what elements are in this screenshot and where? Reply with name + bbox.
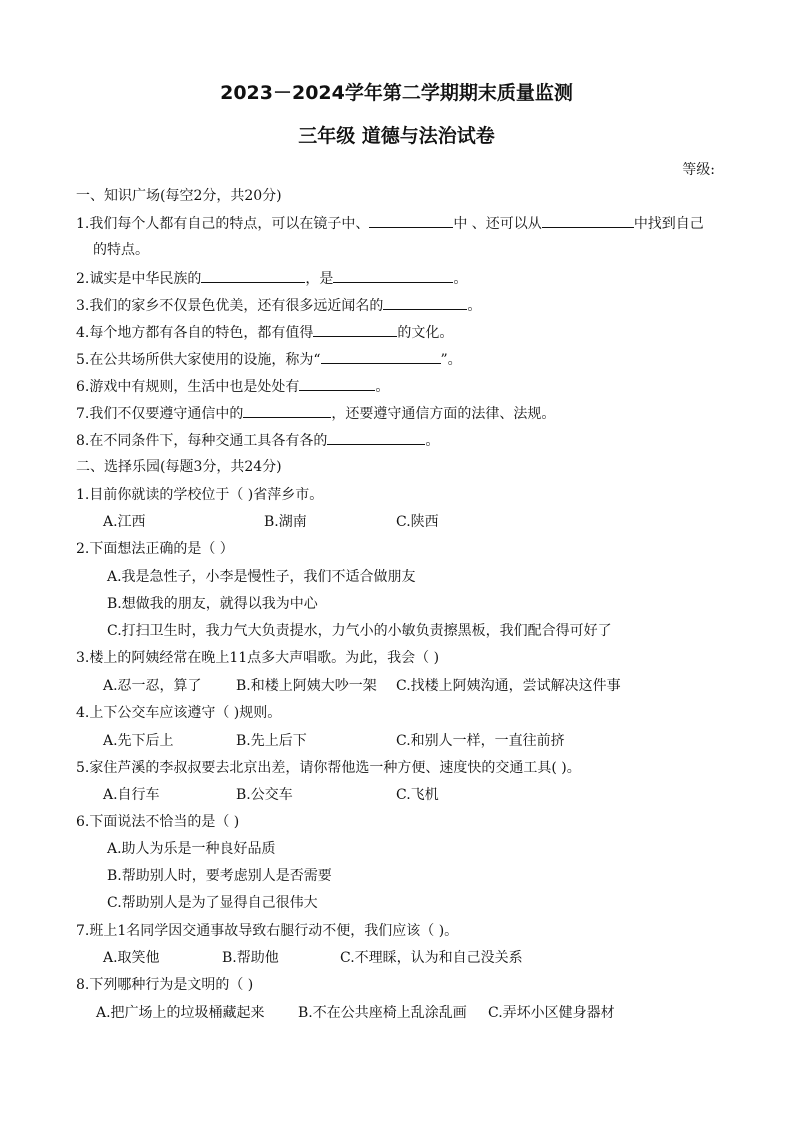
choice-question-7-option-b: B.帮助他 (222, 950, 279, 966)
choice-question-5-option-a: A.自行车 (103, 787, 160, 803)
choice-question-7-option-c: C.不理睬，认为和自己没关系 (340, 950, 523, 966)
choice-question-4-option-c: C.和别人一样，一直往前挤 (396, 733, 565, 749)
fill-question-2: 2.诚实是中华民族的 ，是 。 (76, 268, 467, 289)
choice-question-6-option-a: A.助人为乐是一种良好品质 (107, 841, 276, 857)
fill-question-1-cont: 的特点。 (93, 242, 149, 258)
fill-question-7: 7.我们不仅要遵守通信中的 ，还要遵守通信方面的法律、法规。 (76, 403, 555, 424)
section2-heading: 二、选择乐园(每题3分，共24分) (76, 459, 282, 475)
fill-question-5: 5.在公共场所供大家使用的设施，称为“ ”。 (76, 349, 462, 370)
choice-question-4-option-a: A.先下后上 (103, 733, 174, 749)
choice-question-4-stem: 4.上下公交车应该遵守（ )规则。 (76, 705, 282, 721)
choice-question-7-option-a: A.取笑他 (103, 950, 160, 966)
section1-heading: 一、知识广场(每空2分，共20分) (76, 188, 282, 204)
choice-question-1-option-c: C.陕西 (396, 514, 439, 530)
choice-question-3-stem: 3.楼上的阿姨经常在晚上11点多大声唱歌。为此，我会（ ) (76, 650, 440, 666)
choice-question-8-option-a: A.把广场上的垃圾桶藏起来 (96, 1005, 265, 1021)
exam-subtitle: 三年级 道德与法治试卷 (298, 125, 495, 147)
choice-question-2-option-b: B.想做我的朋友，就得以我为中心 (107, 596, 318, 612)
choice-question-7-stem: 7.班上1名同学因交通事故导致右腿行动不便，我们应该（ )。 (76, 923, 459, 939)
choice-question-6-option-b: B.帮助别人时，要考虑别人是否需要 (107, 868, 332, 884)
exam-title: 2023－2024学年第二学期期末质量监测 (220, 82, 573, 104)
choice-question-2-option-c: C.打扫卫生时，我力气大负责提水，力气小的小敏负责擦黑板，我们配合得可好了 (107, 623, 612, 639)
fill-question-6: 6.游戏中有规则，生活中也是处处有 。 (76, 376, 389, 397)
choice-question-4-option-b: B.先上后下 (236, 733, 307, 749)
choice-question-6-option-c: C.帮助别人是为了显得自己很伟大 (107, 895, 318, 911)
fill-question-1: 1.我们每个人都有自己的特点，可以在镜子中、 中 、还可以从 中找到自己 (76, 213, 704, 234)
choice-question-2-stem: 2.下面想法正确的是（ ） (76, 541, 234, 557)
choice-question-3-option-a: A.忍一忍，算了 (103, 678, 202, 694)
choice-question-6-stem: 6.下面说法不恰当的是（ ) (76, 814, 240, 830)
fill-question-4: 4.每个地方都有各自的特色，都有值得 的文化。 (76, 322, 453, 343)
choice-question-1-stem: 1.目前你就读的学校位于（ )省萍乡市。 (76, 487, 324, 503)
choice-question-1-option-b: B.湖南 (264, 514, 307, 530)
choice-question-2-option-a: A.我是急性子，小李是慢性子，我们不适合做朋友 (107, 569, 416, 585)
choice-question-5-stem: 5.家住芦溪的李叔叔要去北京出差，请你帮他选一种方便、速度快的交通工具( )。 (76, 760, 581, 776)
choice-question-3-option-b: B.和楼上阿姨大吵一架 (236, 678, 377, 694)
fill-question-8: 8.在不同条件下，每种交通工具各有各的 。 (76, 430, 439, 451)
choice-question-1-option-a: A.江西 (103, 514, 146, 530)
choice-question-8-option-c: C.弄坏小区健身器材 (488, 1005, 615, 1021)
choice-question-3-option-c: C.找楼上阿姨沟通，尝试解决这件事 (396, 678, 621, 694)
fill-question-3: 3.我们的家乡不仅景色优美，还有很多远近闻名的 。 (76, 295, 481, 316)
choice-question-5-option-c: C.飞机 (396, 787, 439, 803)
choice-question-8-stem: 8.下列哪种行为是文明的（ ) (76, 977, 254, 993)
grade-label: 等级: (682, 162, 715, 178)
choice-question-5-option-b: B.公交车 (236, 787, 293, 803)
choice-question-8-option-b: B.不在公共座椅上乱涂乱画 (298, 1005, 467, 1021)
